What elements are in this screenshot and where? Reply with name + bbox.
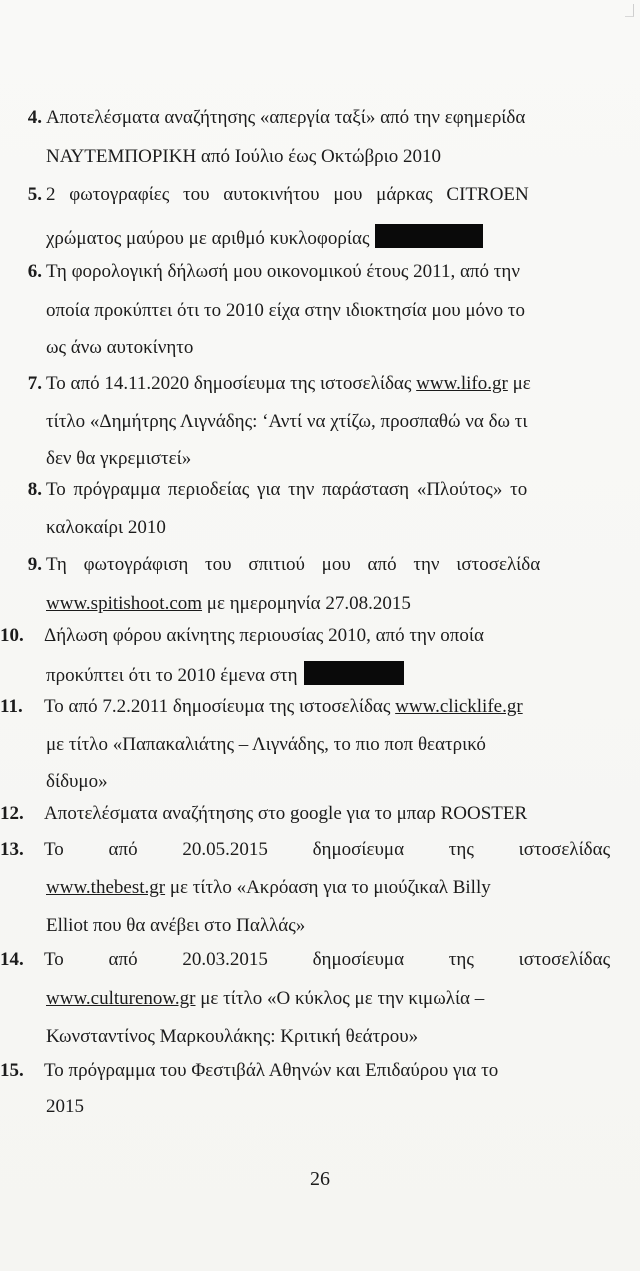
item-text-line: Το από 20.03.2015 δημοσίευμα της ιστοσελίδας [44, 949, 611, 970]
item-text-line: www.thebest.gr με τίτλο «Ακρόαση για το μιούζικαλ Billy [46, 877, 491, 898]
item-text-line: τίτλο «Δημήτρης Λιγνάδης: ‘Αντί να χτίζω, προσπαθώ να δω τι [46, 411, 528, 432]
item-text-line: δεν θα γκρεμιστεί» [46, 448, 192, 469]
item-number: 6. [27, 261, 42, 282]
item-text-line: Δήλωση φόρου ακίνητης περιουσίας 2010, από την οποία [44, 625, 484, 646]
item-text-line: με τίτλο «Παπακαλιάτης – Λιγνάδης, το πιο ποπ θεατρικό [46, 734, 486, 755]
link-thebest[interactable]: www.thebest.gr [46, 877, 166, 898]
item-text-line: Το από 7.2.2011 δημοσίευμα της ιστοσελίδας www.clicklife.gr [44, 696, 523, 717]
item-text-line: Το από 20.05.2015 δημοσίευμα της ιστοσελίδας [44, 839, 611, 860]
item-text-line: 2015 [46, 1096, 84, 1117]
link-lifo[interactable]: www.lifo.gr [416, 373, 508, 394]
item-number: 5. [27, 184, 42, 205]
item-number: 9. [27, 554, 42, 575]
item-text-line: Αποτελέσματα αναζήτησης στο google για το μπαρ ROOSTER [44, 803, 528, 824]
item-text-line: Το πρόγραμμα περιοδείας για την παράσταση «Πλούτος» το [46, 479, 528, 500]
item-text-line: Το από 14.11.2020 δημοσίευμα της ιστοσελίδας www.lifo.gr με [46, 373, 531, 394]
link-culturenow[interactable]: www.culturenow.gr [46, 988, 196, 1009]
item-text-line: www.culturenow.gr με τίτλο «Ο κύκλος με την κιμωλία – [46, 988, 485, 1009]
redaction-block [304, 661, 404, 685]
item-text-line: Το πρόγραμμα του Φεστιβάλ Αθηνών και Επιδαύρου για το [44, 1060, 499, 1081]
item-text-line: καλοκαίρι 2010 [46, 517, 166, 538]
page-number: 26 [310, 1168, 330, 1190]
item-number: 8. [27, 479, 42, 500]
item-number: 14. [0, 949, 24, 970]
link-spitishoot[interactable]: www.spitishoot.com [46, 593, 203, 614]
item-text-line: δίδυμο» [46, 771, 108, 792]
item-number: 15. [0, 1060, 24, 1081]
item-number: 10. [0, 625, 24, 646]
item-text-line: Τη φορολογική δήλωσή μου οικονομικού έτους 2011, από την [46, 261, 520, 282]
item-number: 12. [0, 803, 24, 824]
item-text-line: ως άνω αυτοκίνητο [46, 337, 194, 358]
item-text-line: χρώματος μαύρου με αριθμό κυκλοφορίας [46, 224, 483, 249]
item-text-line: προκύπτει ότι το 2010 έμενα στη [46, 661, 404, 686]
item-text-line: Κωνσταντίνος Μαρκουλάκης: Κριτική θεάτρου» [46, 1026, 419, 1047]
item-text-line: 2 φωτογραφίες του αυτοκινήτου μου μάρκας CITROEN [46, 184, 529, 205]
item-number: 4. [27, 107, 42, 128]
item-number: 13. [0, 839, 24, 860]
item-text-line: ΝΑΥΤΕΜΠΟΡΙΚΗ από Ιούλιο έως Οκτώβριο 2010 [46, 146, 441, 167]
item-text-line: Αποτελέσματα αναζήτησης «απεργία ταξί» από την εφημερίδα [46, 107, 526, 128]
item-text-line: www.spitishoot.com με ημερομηνία 27.08.2015 [46, 593, 411, 614]
item-text-line: Elliot που θα ανέβει στο Παλλάς» [46, 915, 306, 936]
scan-corner-mark [625, 4, 634, 17]
item-text-line: οποία προκύπτει ότι το 2010 είχα στην ιδιοκτησία μου μόνο το [46, 300, 526, 321]
redaction-block [375, 224, 483, 248]
item-number: 7. [27, 373, 42, 394]
item-number: 11. [0, 696, 23, 717]
link-clicklife[interactable]: www.clicklife.gr [395, 696, 523, 717]
item-text-line: Τη φωτογράφιση του σπιτιού μου από την ιστοσελίδα [46, 554, 541, 575]
